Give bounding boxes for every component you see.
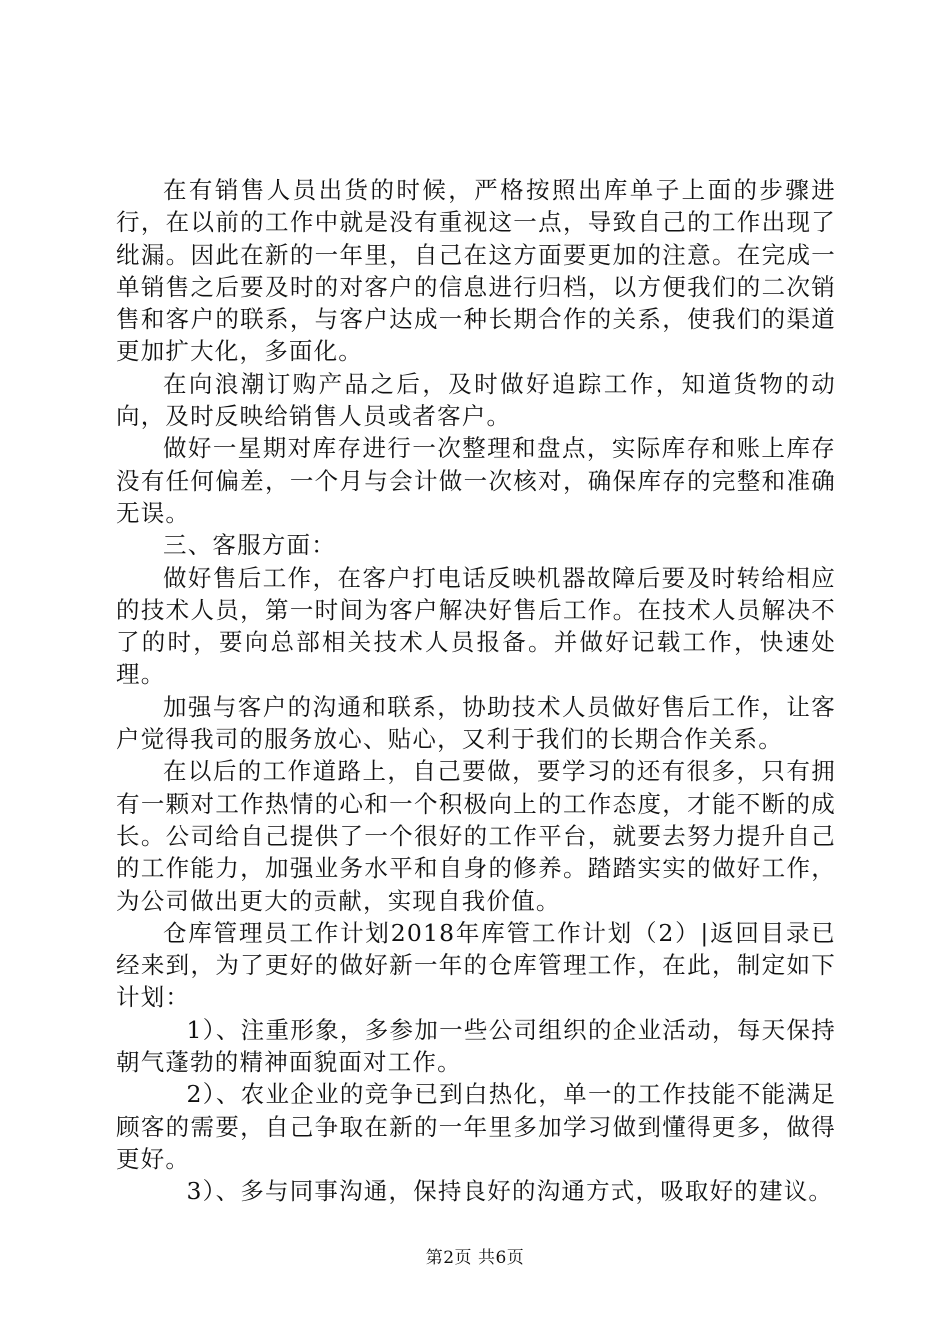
plan-item-1: 1）、注重形象，多参加一些公司组织的企业活动，每天保持朝气蓬勃的精神面貌面对工作。 [116, 1015, 836, 1077]
paragraph-order-tracking: 在向浪潮订购产品之后，及时做好追踪工作，知道货物的动向，及时反映给销售人员或者客户。 [116, 369, 836, 431]
section-heading-customer-service: 三、客服方面： [163, 531, 336, 560]
paragraph-after-sales: 做好售后工作，在客户打电话反映机器故障后要及时转给相应的技术人员，第一时间为客户解决好售后工作。在技术人员解决不了的时，要向总部相关技术人员报备。并做好记载工作，快速处理。 [116, 563, 836, 689]
paragraph-plan-intro: 仓库管理员工作计划2018年库管工作计划（2）|返回目录已经来到，为了更好的做好新一年的仓库管理工作，在此，制定如下计划： [116, 918, 836, 1012]
paragraph-outbound-procedure: 在有销售人员出货的时候，严格按照出库单子上面的步骤进行，在以前的工作中就是没有重视这一点，导致自己的工作出现了纰漏。因此在新的一年里，自己在这方面要更加的注意。在完成一单销售之后要及时的对客户的信息进行归档，以方便我们的二次销售和客户的联系，与客户达成一种长期合作的关系，使我们的渠道更加扩大化，多面化。 [116, 176, 836, 366]
plan-item-3: 3）、多与同事沟通，保持良好的沟通方式，吸取好的建议。 [186, 1177, 834, 1206]
page-number-footer: 第2页 共6页 [425, 1248, 525, 1268]
body-text [116, 174, 836, 1208]
paragraph-inventory-check: 做好一星期对库存进行一次整理和盘点，实际库存和账上库存没有任何偏差，一个月与会计做一次核对，确保库存的完整和准确无误。 [116, 434, 836, 527]
paragraph-customer-communication: 加强与客户的沟通和联系，协助技术人员做好售后工作，让客户觉得我司的服务放心、贴心，又利于我们的长期合作关系。 [116, 692, 836, 754]
plan-item-2: 2）、农业企业的竞争已到白热化，单一的工作技能不能满足顾客的需要，自己争取在新的一年里多加学习做到懂得更多，做得更好。 [116, 1080, 836, 1173]
paragraph-self-development: 在以后的工作道路上，自己要做，要学习的还有很多，只有拥有一颗对工作热情的心和一个积极向上的工作态度，才能不断的成长。公司给自己提供了一个很好的工作平台，就要去努力提升自己的工作能力，加强业务水平和自身的修养。踏踏实实的做好工作，为公司做出更大的贡献，实现自我价值。 [116, 757, 836, 915]
